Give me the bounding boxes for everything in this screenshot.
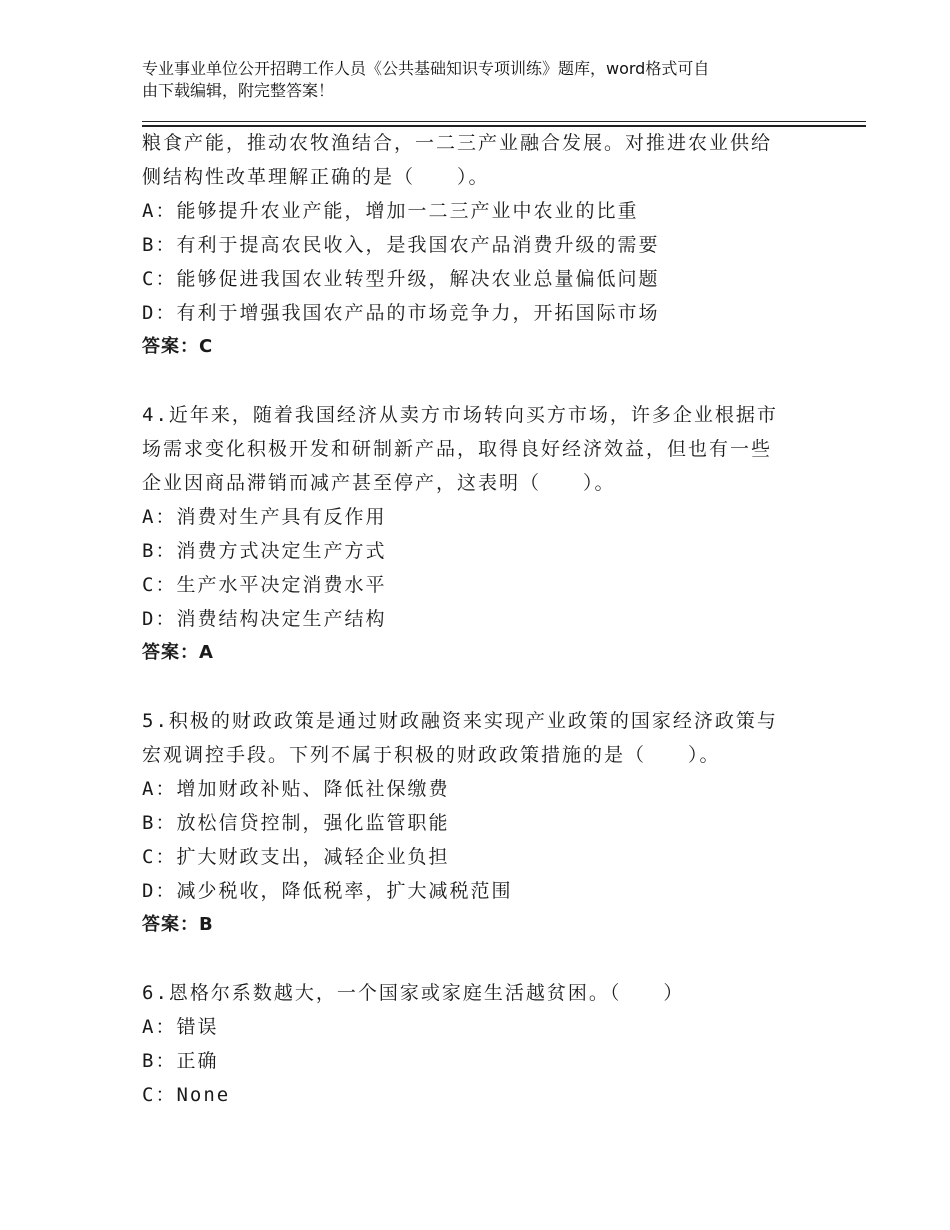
header-line-1: 专业事业单位公开招聘工作人员《公共基础知识专项训练》题库，word格式可自 [142, 59, 710, 78]
spacer [142, 364, 832, 398]
question-stem-line: 侧结构性改革理解正确的是（ ）。 [142, 166, 490, 188]
option-a: A：能够提升农业产能，增加一二三产业中农业的比重 [142, 200, 639, 222]
option-c: C：None [142, 1084, 231, 1106]
spacer [142, 670, 832, 704]
question-stem-line: 5.积极的财政政策是通过财政融资来实现产业政策的国家经济政策与 [142, 710, 778, 732]
option-d: D：消费结构决定生产结构 [142, 608, 387, 630]
option-c: C：能够促进我国农业转型升级，解决农业总量偏低问题 [142, 268, 660, 290]
option-d: D：减少税收，降低税率，扩大减税范围 [142, 880, 513, 902]
option-a: A：消费对生产具有反作用 [142, 506, 387, 528]
option-b: B：正确 [142, 1050, 219, 1072]
question-stem-line: 企业因商品滞销而减产甚至停产，这表明（ ）。 [142, 472, 616, 494]
option-c: C：扩大财政支出，减轻企业负担 [142, 846, 450, 868]
option-b: B：有利于提高农民收入，是我国农产品消费升级的需要 [142, 234, 660, 256]
option-d: D：有利于增强我国农产品的市场竞争力，开拓国际市场 [142, 302, 660, 324]
question-stem-line: 宏观调控手段。下列不属于积极的财政政策措施的是（ ）。 [142, 744, 721, 766]
document-header [142, 58, 812, 102]
answer-label: 答案：A [142, 642, 214, 663]
question-block [142, 398, 832, 670]
spacer [142, 942, 832, 976]
question-stem-line: 粮食产能，推动农牧渔结合，一二三产业融合发展。对推进农业供给 [142, 132, 773, 154]
option-b: B：放松信贷控制，强化监管职能 [142, 812, 450, 834]
option-a: A：增加财政补贴、降低社保缴费 [142, 778, 450, 800]
question-list [142, 126, 832, 1112]
question-stem-line: 6.恩格尔系数越大，一个国家或家庭生活越贫困。（ ） [142, 982, 685, 1004]
question-stem-line: 4.近年来，随着我国经济从卖方市场转向买方市场，许多企业根据市 [142, 404, 778, 426]
question-block [142, 126, 832, 364]
answer-label: 答案：C [142, 336, 214, 357]
option-b: B：消费方式决定生产方式 [142, 540, 387, 562]
option-c: C：生产水平决定消费水平 [142, 574, 387, 596]
question-block [142, 976, 832, 1112]
question-block [142, 704, 832, 942]
header-line-2: 由下载编辑，附完整答案！ [142, 81, 335, 100]
option-a: A：错误 [142, 1016, 219, 1038]
answer-label: 答案：B [142, 914, 214, 935]
question-stem-line: 场需求变化积极开发和研制新产品，取得良好经济效益，但也有一些 [142, 438, 773, 460]
